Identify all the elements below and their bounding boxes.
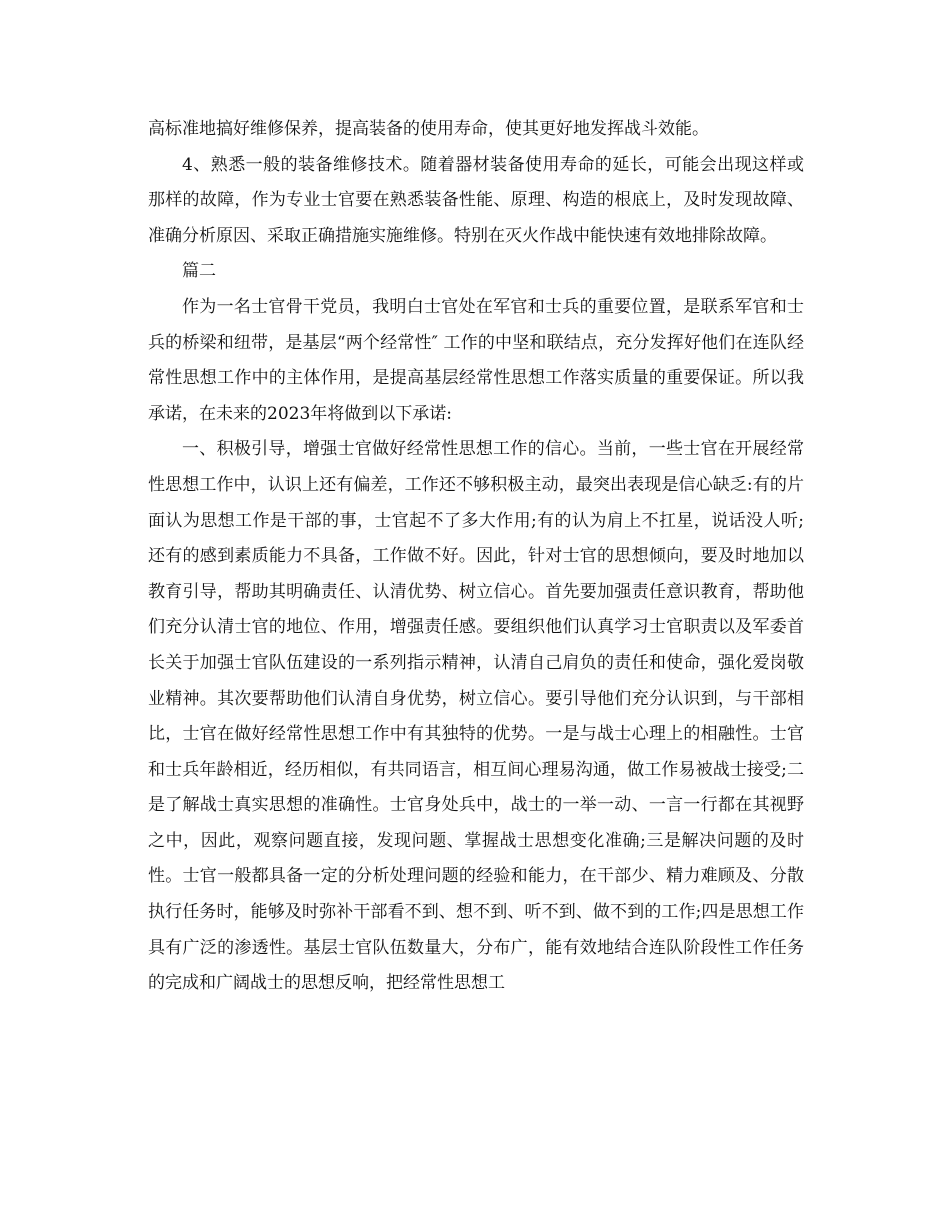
paragraph-continuation: 高标准地搞好维修保养，提高装备的使用寿命，使其更好地发挥战斗效能。 (148, 119, 709, 139)
paragraph-item-4: 4、熟悉一般的装备维修技术。随着器材装备使用寿命的延长，可能会出现这样或那样的故障，作为专业士官要在熟悉装备性能、原理、构造的根底上，及时发现故障、准确分析原因、采取正确措施实施维修。特别在灭火作战中能快速有效地排除故障。 (148, 154, 804, 246)
paragraph-intro: 作为一名士官骨干党员，我明白士官处在军官和士兵的重要位置，是联系军官和士兵的桥梁和纽带，是基层“两个经常性″ 工作的中坚和联结点，充分发挥好他们在连队经常性思想工作中的主体作用，是提高基层经常性思想工作落实质量的重要保证。所以我承诺，在未来的2023年将做到以下承诺: (148, 296, 804, 424)
section-heading-part-two: 篇二 (182, 261, 216, 282)
paragraph-point-one: 一、积极引导，增强士官做好经常性思想工作的信心。当前，一些士官在开展经常性思想工作中，认识上还有偏差，工作还不够积极主动，最突出表现是信心缺乏:有的片面认为思想工作是干部的事，士官起不了多大作用;有的认为肩上不扛星，说话没人听;还有的感到素质能力不具备，工作做不好。因此，针对士官的思想倾向，要及时地加以教育引导，帮助其明确责任、认清优势、树立信心。首先要加强责任意识教育，帮助他们充分认清士官的地位、作用，增强责任感。要组织他们认真学习士官职责以及军委首长关于加强士官队伍建设的一系列指示精神，认清自己肩负的责任和使命，强化爱岗敬业精神。其次要帮助他们认清自身优势，树立信心。要引导他们充分认识到，与干部相比，士官在做好经常性思想工作中有其独特的优势。一是与战士心理上的相融性。士官和士兵年龄相近，经历相似，有共同语言，相互间心理易沟通，做工作易被战士接受;二是了解战士真实思想的准确性。士官身处兵中，战士的一举一动、一言一行都在其视野之中，因此，观察问题直接，发现问题、掌握战士思想变化准确;三是解决问题的及时性。士官一般都具备一定的分析处理问题的经验和能力，在干部少、精力难顾及、分散执行任务时，能够及时弥补干部看不到、想不到、听不到、做不到的工作;四是思想工作具有广泛的渗透性。基层士官队伍数量大，分布广，能有效地结合连队阶段性工作任务的完成和广阔战士的思想反响，把经常性思想工 (148, 439, 804, 994)
document-body (148, 112, 804, 1002)
